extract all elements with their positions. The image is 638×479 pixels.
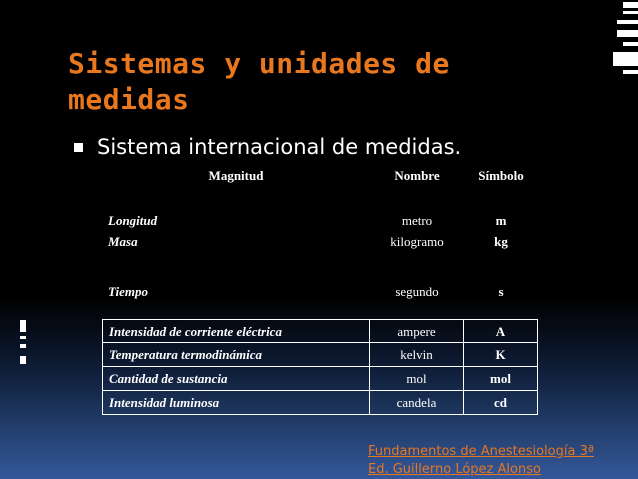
- table-row: [102, 319, 538, 343]
- decorative-bar: [623, 70, 638, 74]
- decorative-bar: [613, 52, 638, 66]
- table-row: [102, 343, 538, 367]
- decorative-bar: [20, 344, 26, 348]
- decorative-bar: [20, 320, 26, 332]
- slide-title: Sistemas y unidades de medidas: [68, 47, 450, 116]
- decorative-bar: [617, 30, 638, 37]
- source-line-1[interactable]: Fundamentos de Anestesiología 3ª: [368, 444, 594, 459]
- cell-nombre: metro: [401, 213, 433, 228]
- cell-simbolo: A: [464, 319, 538, 343]
- cell-nombre: ampere: [370, 319, 464, 343]
- cell-simbolo: s: [498, 284, 504, 299]
- table-row: [102, 280, 538, 304]
- square-bullet-icon: [74, 143, 83, 152]
- table-row: [102, 391, 538, 415]
- cell-magnitud: Cantidad de sustancia: [102, 367, 370, 391]
- decorative-bar: [623, 11, 638, 14]
- cell-nombre: segundo: [395, 284, 439, 299]
- cell-magnitud: Intensidad de corriente eléctrica: [102, 319, 370, 343]
- cell-magnitud: Masa: [108, 234, 138, 249]
- decorative-bar: [20, 336, 26, 339]
- table-row: [102, 367, 538, 391]
- bullet-item: [74, 133, 461, 161]
- cell-nombre: kelvin: [370, 343, 464, 367]
- cell-magnitud: Tiempo: [108, 284, 148, 299]
- cell-magnitud: Longitud: [108, 213, 158, 228]
- cell-simbolo: cd: [464, 391, 538, 415]
- column-header-magnitud: Magnitud: [208, 168, 264, 183]
- cell-nombre: mol: [370, 367, 464, 391]
- decorative-bar: [20, 356, 26, 364]
- decorative-bar: [617, 20, 638, 24]
- cell-nombre: kilogramo: [390, 234, 444, 249]
- source-line-2[interactable]: Ed. Guillerno López Alonso: [368, 462, 541, 477]
- column-header-simbolo: Símbolo: [478, 168, 524, 183]
- cell-magnitud: Temperatura termodinámica: [102, 343, 370, 367]
- cell-nombre: candela: [370, 391, 464, 415]
- bullet-text: Sistema internacional de medidas.: [97, 135, 462, 159]
- table-row: [102, 230, 538, 254]
- cell-simbolo: kg: [494, 234, 508, 249]
- cell-magnitud: Intensidad luminosa: [102, 391, 370, 415]
- cell-simbolo: K: [464, 343, 538, 367]
- cell-simbolo: mol: [464, 367, 538, 391]
- decorative-bar: [623, 42, 638, 46]
- decorative-bar: [623, 2, 638, 8]
- column-header-nombre: Nombre: [394, 168, 440, 183]
- cell-simbolo: m: [495, 213, 507, 228]
- source-link[interactable]: [368, 443, 608, 479]
